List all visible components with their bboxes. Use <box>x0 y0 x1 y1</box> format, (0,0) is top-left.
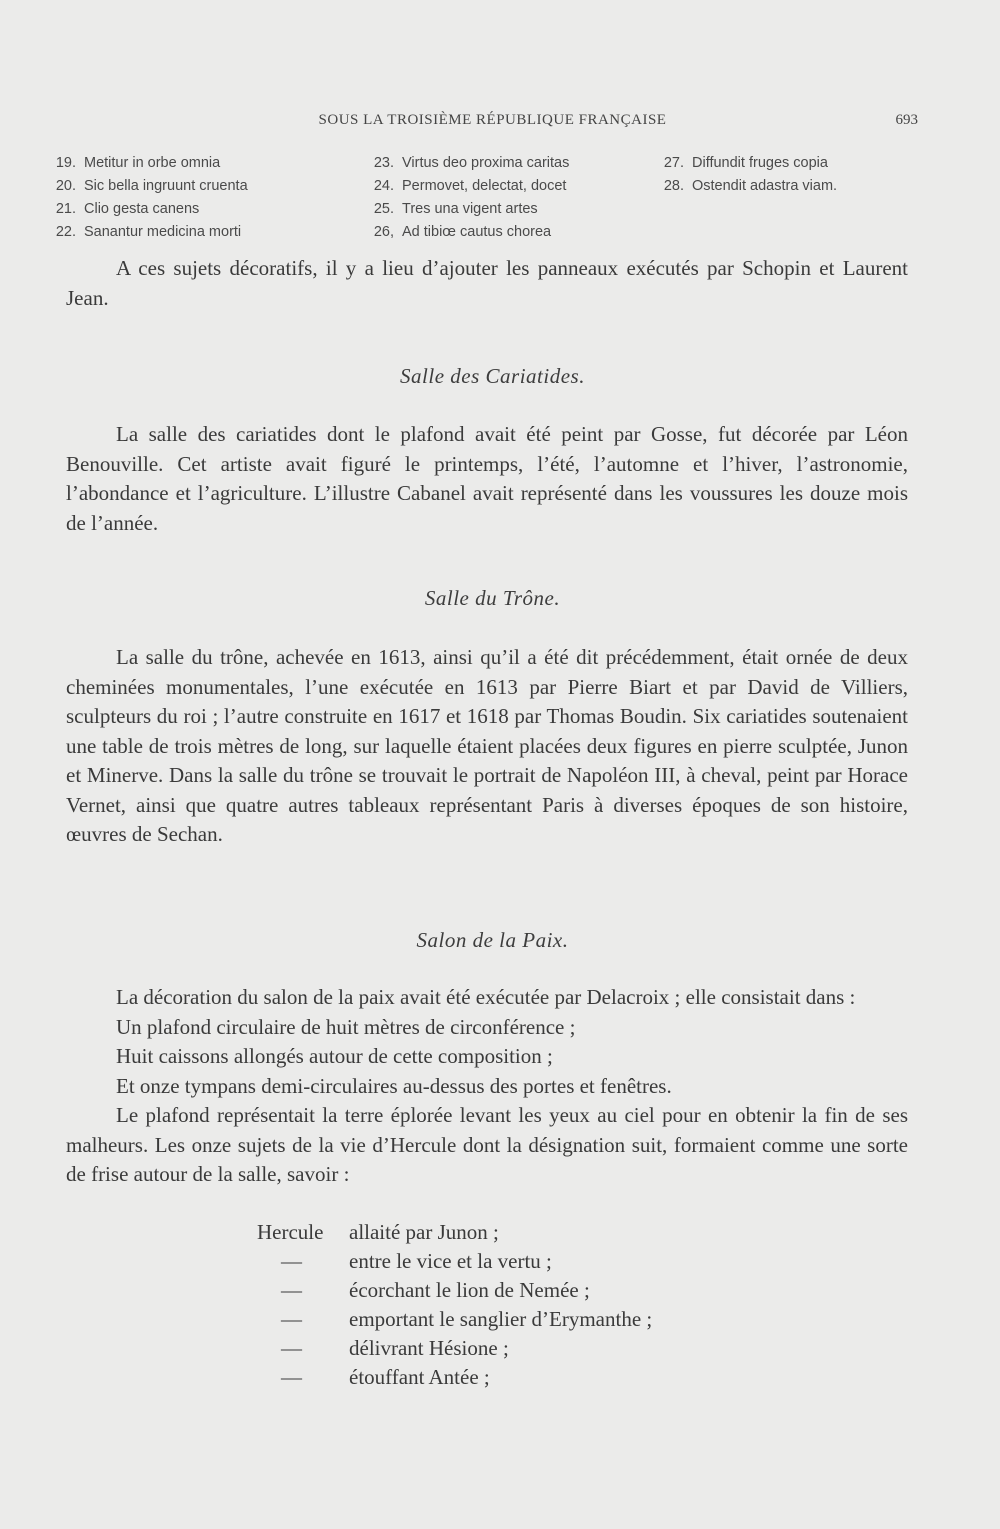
motto-item: 22. Sanantur medicina morti <box>55 224 242 240</box>
trone-paragraph <box>66 643 908 850</box>
paix-item: Huit caissons allongés autour de cette composition ; <box>116 1044 553 1068</box>
labour-text: étouffant Antée ; <box>349 1365 490 1389</box>
motto-item: 21. Clio gesta canens <box>55 201 200 217</box>
motto-list <box>48 152 928 242</box>
paix-item: Un plafond circulaire de huit mètres de circonférence ; <box>116 1014 576 1039</box>
labour-text: entre le vice et la vertu ; <box>349 1249 552 1273</box>
motto-item: 25. Tres una vigent artes <box>373 201 538 217</box>
hercules-labours-list <box>257 1218 652 1392</box>
labour-item <box>257 1334 652 1363</box>
trone-text: La salle du trône, achevée en 1613, ainsi qu’il a été dit précédemment, était ornée de deux cheminées monumentales, l’une exécutée en 1613 par Pierre Biart et par David de Villiers, sculpteurs du roi ; l’autre construite en 1617 et 1618 par Thomas Boudin. Six cariatides soutenaient une table de trois mètres de long, sur laquelle étaient placées deux figures en pierre sculptée, Junon et Minerve. Dans la salle du trône se trouvait le portrait de Napoléon III, à cheval, peint par Horace Vernet, ainsi que quatre autres tableaux représentant Paris à diverses époques de son histoire, œuvres de Sechan. <box>66 645 908 846</box>
motto-item: 23. Virtus deo proxima caritas <box>373 155 570 171</box>
motto-item: 19. Metitur in orbe omnia <box>55 155 221 171</box>
paix-text-2: Le plafond représentait la terre éplorée levant les yeux au ciel pour en obtenir la fin de ses malheurs. Les onze sujets de la vie d’Hercule dont la désignation suit, formaient comme une sorte de frise autour de la salle, savoir : <box>66 1103 908 1186</box>
motto-item: 24. Permovet, delectat, docet <box>373 178 567 194</box>
ditto-dash: — <box>281 1365 302 1389</box>
motto-column-1 <box>48 152 248 244</box>
paix-item: Et onze tympans demi-circulaires au-dessus des portes et fenêtres. <box>116 1073 672 1098</box>
motto-column-3 <box>656 152 837 198</box>
labour-item <box>257 1247 652 1276</box>
labour-item <box>257 1305 652 1334</box>
labour-item <box>257 1276 652 1305</box>
motto-item: 27. Diffundit fruges copia <box>663 155 828 171</box>
labour-text: allaité par Junon ; <box>349 1220 499 1244</box>
motto-item: 26, Ad tibiœ cautus chorea <box>373 224 552 240</box>
ditto-dash: — <box>281 1278 302 1302</box>
ditto-dash: — <box>281 1307 302 1331</box>
paix-section <box>66 983 908 1190</box>
page-number: 693 <box>895 112 918 128</box>
labour-item <box>257 1218 652 1247</box>
motto-item: 28. Ostendit adastra viam. <box>663 178 838 194</box>
cariatides-paragraph <box>66 420 908 538</box>
paix-text: La décoration du salon de la paix avait été exécutée par Delacroix ; elle consistait dans : <box>116 985 856 1009</box>
running-head <box>0 112 1000 134</box>
section-title-trone: Salle du Trône. <box>424 586 561 610</box>
motto-column-2 <box>366 152 569 244</box>
labour-text: écorchant le lion de Nemée ; <box>349 1278 590 1302</box>
labour-text: emportant le sanglier d’Erymanthe ; <box>349 1307 653 1331</box>
ditto-dash: — <box>281 1336 302 1360</box>
labour-text: délivrant Hésione ; <box>349 1336 509 1360</box>
motto-item: 20. Sic bella ingruunt cruenta <box>55 178 248 194</box>
intro-paragraph <box>66 254 908 313</box>
section-title-cariatides: Salle des Cariatides. <box>400 364 585 388</box>
cariatides-text: La salle des cariatides dont le plafond avait été peint par Gosse, fut décorée par Léon Benouville. Cet artiste avait figuré le printemps, l’été, l’automne et l’hiver, l’astronomie, l’abondance et l’agriculture. L’illustre Cabanel avait représenté dans les voussures les douze mois de l’année. <box>66 422 908 535</box>
intro-text: A ces sujets décoratifs, il y a lieu d’ajouter les panneaux exécutés par Schopin et Laurent Jean. <box>66 256 908 310</box>
labour-lead: Hercule <box>257 1220 324 1244</box>
running-title: SOUS LA TROISIÈME RÉPUBLIQUE FRANÇAISE <box>318 112 667 128</box>
ditto-dash: — <box>281 1249 302 1273</box>
section-title-paix: Salon de la Paix. <box>416 928 569 952</box>
labour-item <box>257 1363 652 1392</box>
